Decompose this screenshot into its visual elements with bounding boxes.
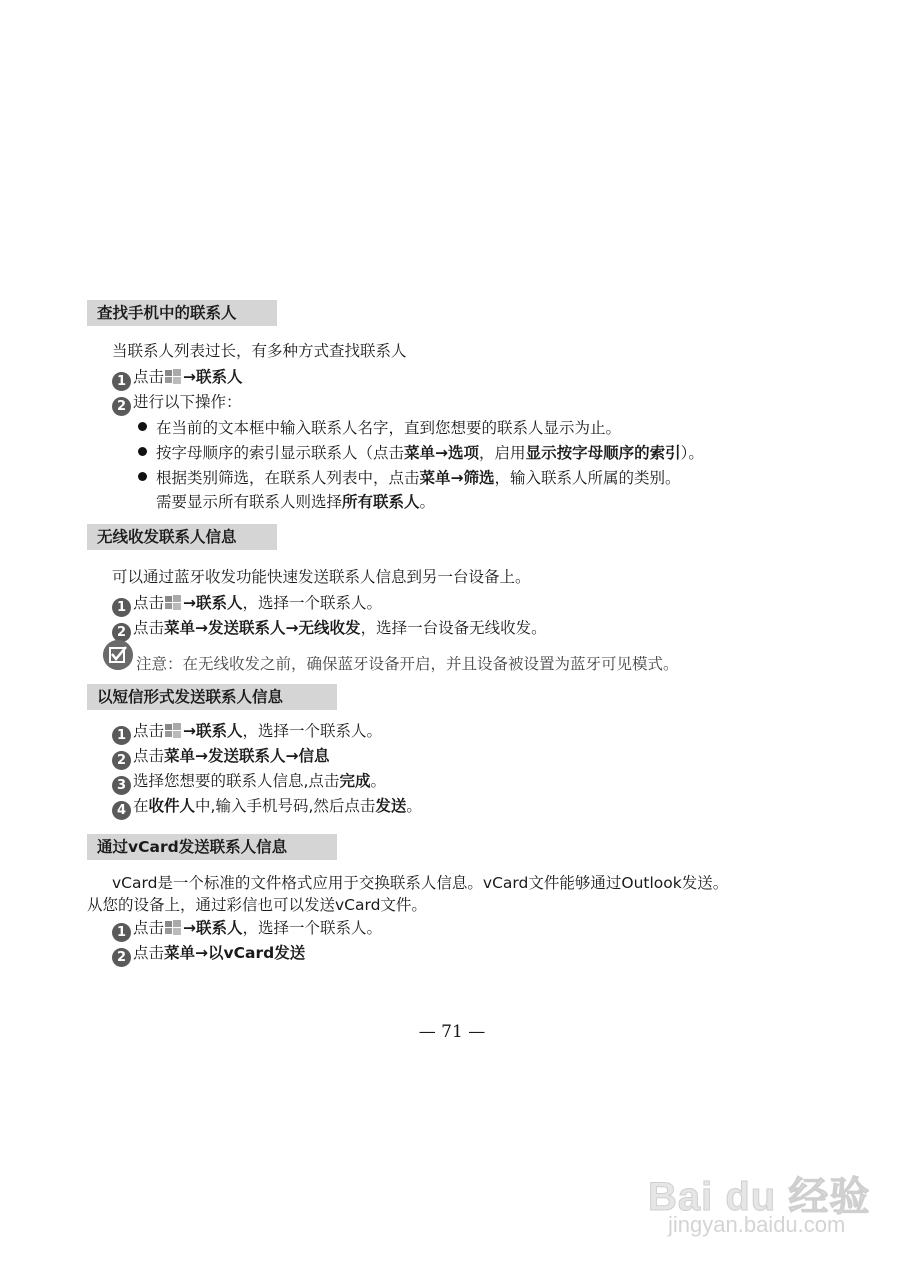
option-label: 收件人 xyxy=(148,797,196,815)
arrow: → xyxy=(195,619,209,637)
step-number: 2 xyxy=(112,948,131,967)
arrow: → xyxy=(195,944,209,962)
bullet-text: 需要显示所有联系人则选择 xyxy=(156,493,343,511)
step-text: 点击 xyxy=(133,619,165,637)
windows-start-icon xyxy=(164,594,183,611)
step-1 xyxy=(112,917,382,942)
arrow: → xyxy=(450,469,464,487)
step-text: 点击 xyxy=(133,747,165,765)
bullet-text: 按字母顺序的索引显示联系人（点击 xyxy=(156,444,405,462)
step-text: 在 xyxy=(133,797,149,815)
step-text: 点击 xyxy=(133,944,165,962)
step-text: ，选择一台设备无线收发。 xyxy=(360,619,547,637)
step-2 xyxy=(112,745,330,770)
target-label: 联系人 xyxy=(196,368,243,386)
intro-text: 可以通过蓝牙收发功能快速发送联系人信息到另一台设备上。 xyxy=(112,568,531,586)
step-4 xyxy=(112,795,422,820)
bullet-icon xyxy=(138,422,147,431)
menu-label: 菜单 xyxy=(404,444,436,462)
watermark-logo: Bai du 经验 xyxy=(648,1175,871,1219)
bullet-item xyxy=(138,442,704,464)
target-label: 联系人 xyxy=(196,919,243,937)
step-3 xyxy=(112,770,386,795)
arrow: → xyxy=(285,747,299,765)
step-text: ，选择一个联系人。 xyxy=(242,722,383,740)
step-text: 。 xyxy=(406,797,422,815)
step-text: 点击 xyxy=(133,368,165,386)
step-1 xyxy=(112,592,382,617)
option-label: 信息 xyxy=(298,747,330,765)
target-label: 联系人 xyxy=(196,722,243,740)
arrow: → xyxy=(183,368,197,386)
step-1 xyxy=(112,720,382,745)
option-label: 发送联系人 xyxy=(208,619,286,637)
step-2 xyxy=(112,617,547,642)
step-number: 1 xyxy=(112,372,131,391)
intro-text: 当联系人列表过长，有多种方式查找联系人 xyxy=(112,342,407,360)
intro-text: vCard是一个标准的文件格式应用于交换联系人信息。vCard文件能够通过Outlook发送。 xyxy=(112,874,729,892)
step-text: 点击 xyxy=(133,722,165,740)
option-label: 筛选 xyxy=(463,469,495,487)
step-number: 2 xyxy=(112,751,131,770)
target-label: 联系人 xyxy=(196,594,243,612)
bullet-text: 。 xyxy=(419,493,436,511)
menu-label: 菜单 xyxy=(419,469,451,487)
arrow: → xyxy=(183,919,197,937)
step-text: 点击 xyxy=(133,919,165,937)
menu-label: 菜单 xyxy=(164,619,196,637)
option-label: 发送联系人 xyxy=(208,747,286,765)
menu-label: 菜单 xyxy=(164,747,196,765)
section-heading-send-sms: 以短信形式发送联系人信息 xyxy=(87,684,337,710)
step-2 xyxy=(112,942,305,967)
windows-start-icon xyxy=(164,722,183,739)
step-number: 3 xyxy=(112,776,131,795)
windows-start-icon xyxy=(164,368,183,385)
option-label: 完成 xyxy=(339,772,371,790)
step-text: 点击 xyxy=(133,594,165,612)
step-text: ，选择一个联系人。 xyxy=(242,594,383,612)
note-text: 注意：在无线收发之前，确保蓝牙设备开启，并且设备被设置为蓝牙可见模式。 xyxy=(136,655,679,673)
step-number: 2 xyxy=(112,397,131,416)
step-number: 4 xyxy=(112,801,131,820)
bullet-continuation xyxy=(156,491,435,513)
watermark-url: jingyan.baidu.com xyxy=(668,1212,846,1237)
section-heading-find-contacts: 查找手机中的联系人 xyxy=(87,300,277,326)
step-2 xyxy=(112,391,242,416)
step-text: 选择您想要的联系人信息,点击 xyxy=(133,772,340,790)
option-label: 发送 xyxy=(375,797,407,815)
option-label: 所有联系人 xyxy=(342,493,420,511)
arrow: → xyxy=(183,594,197,612)
bullet-icon xyxy=(138,447,147,456)
bullet-text: ）。 xyxy=(680,444,704,462)
arrow: → xyxy=(285,619,299,637)
bullet-icon xyxy=(138,472,147,481)
section-heading-send-vcard: 通过vCard发送联系人信息 xyxy=(87,834,337,860)
checkbox-note-icon xyxy=(103,640,133,670)
option-label: 选项 xyxy=(448,444,480,462)
step-number: 1 xyxy=(112,598,131,617)
intro-text: 从您的设备上，通过彩信也可以发送vCard文件。 xyxy=(87,896,427,914)
arrow: → xyxy=(183,722,197,740)
bullet-text: 根据类别筛选，在联系人列表中，点击 xyxy=(156,469,420,487)
step-text: 。 xyxy=(370,772,386,790)
option-label: 无线收发 xyxy=(298,619,361,637)
section-heading-beam-contacts: 无线收发联系人信息 xyxy=(87,524,277,550)
arrow: → xyxy=(195,747,209,765)
step-text: 进行以下操作： xyxy=(133,393,242,411)
option-label: 以vCard发送 xyxy=(208,944,306,962)
step-number: 2 xyxy=(112,623,131,642)
bullet-item xyxy=(138,467,681,489)
menu-label: 菜单 xyxy=(164,944,196,962)
step-number: 1 xyxy=(112,923,131,942)
step-1 xyxy=(112,366,243,391)
step-text: 中,输入手机号码,然后点击 xyxy=(195,797,376,815)
bullet-text: ，输入联系人所属的类别。 xyxy=(494,469,681,487)
arrow: → xyxy=(435,444,449,462)
bullet-item xyxy=(138,417,621,439)
step-text: ，选择一个联系人。 xyxy=(242,919,383,937)
step-number: 1 xyxy=(112,726,131,745)
bullet-text: 在当前的文本框中输入联系人名字，直到您想要的联系人显示为止。 xyxy=(156,419,622,437)
option-label: 显示按字母顺序的索引 xyxy=(525,444,681,462)
windows-start-icon xyxy=(164,919,183,936)
page-number: — 71 — xyxy=(418,1022,486,1042)
bullet-text: ，启用 xyxy=(479,444,526,462)
